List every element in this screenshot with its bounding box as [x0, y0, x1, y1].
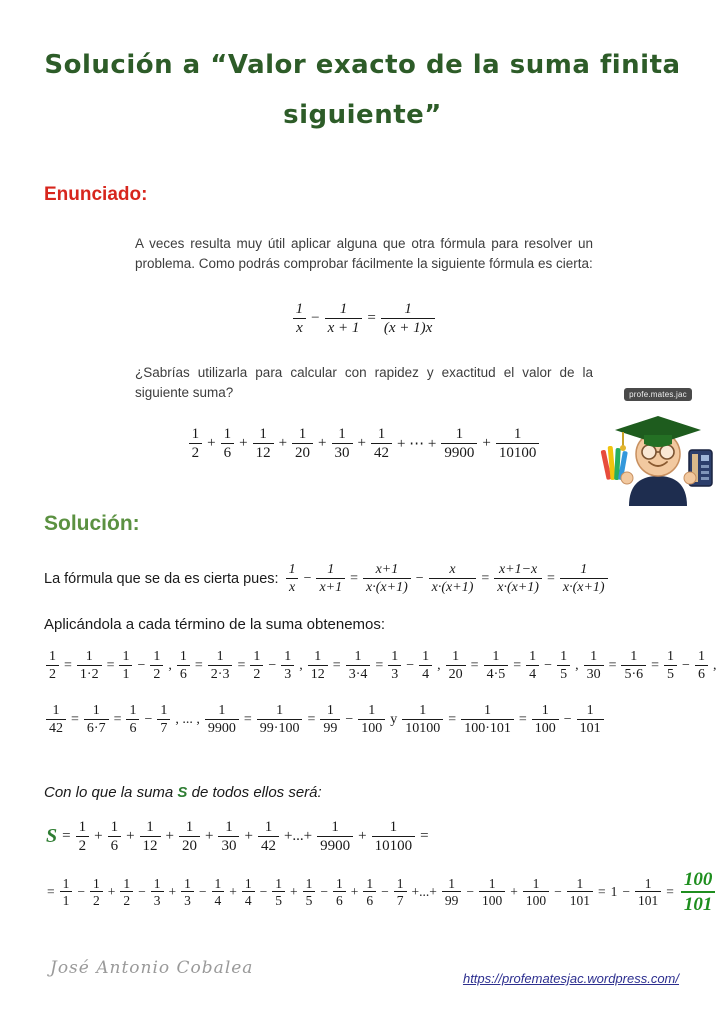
shirt-shape	[629, 476, 687, 506]
solucion-heading: Solución:	[44, 512, 140, 535]
expansion-line-1: $\frac{1}{2}$ = $\frac{1}{1\cdot 2}$ = $\frac{1}{1}$ − $\frac{1}{2}$ , $\frac{1}{6}$ = $\frac{1}{2\cdot 3}$ = $\frac{1}{2}$ − $\frac{1}{3}$ , $\frac{1}{12}$ = $\frac{1}{3\cdot 4}$ = $\frac{1}{3}$ − $\frac{1}{4}$ , $\frac{1}{20}$ = $\frac{1}{4\cdot 5}$ = $\frac{1}{4}$ − $\frac{1}{5}$ , $\frac{1}{30}$ = $\frac{1}{5\cdot 6}$ = $\frac{1}{5}$ − $\frac{1}{6}$ ,	[44, 649, 681, 683]
telescoping-result-formula: = $\frac{1}{1}$ − $\frac{1}{2}$ + $\frac{1}{2}$ − $\frac{1}{3}$ + $\frac{1}{3}$ − $\frac{1}{4}$ + $\frac{1}{4}$ − $\frac{1}{5}$ + $\frac{1}{5}$ − $\frac{1}{6}$ + $\frac{1}{6}$ − $\frac{1}{7}$ +...+ $\frac{1}{99}$ − $\frac{1}{100}$ + $\frac{1}{100}$ − $\frac{1}{101}$ = 1 − $\frac{1}{101}$ = $\frac{100}{101}$	[44, 869, 681, 916]
sum-intro-text	[44, 784, 681, 801]
finite-sum-formula: $\frac{1}{2}$ + $\frac{1}{6}$ + $\frac{1}{12}$ + $\frac{1}{20}$ + $\frac{1}{30}$ + $\frac{1}{42}$ + ⋯ + $\frac{1}{9900}$ + $\frac{1}{10100}$	[135, 426, 593, 463]
teacher-avatar	[597, 384, 719, 515]
apply-text: Aplicándola a cada término de la suma obtenemos:	[44, 616, 386, 634]
proof-formula: $\frac{1}{x}$ − $\frac{1}{x+1}$ = $\frac{x+1}{x\cdot(x+1)}$ − $\frac{x}{x\cdot(x+1)}$ = $\frac{x+1-x}{x\cdot(x+1)}$ = $\frac{1}{x\cdot(x+1)}$	[284, 562, 610, 596]
proof-line	[44, 562, 681, 596]
sum-S-formula: S = $\frac{1}{2}$ + $\frac{1}{6}$ + $\frac{1}{12}$ + $\frac{1}{20}$ + $\frac{1}{30}$ + $\frac{1}{42}$ +...+ $\frac{1}{9900}$ + $\frac{1}{10100}$ =	[46, 818, 429, 854]
proof-intro-text: La fórmula que se da es cierta pues:	[44, 571, 279, 588]
page-title	[44, 0, 681, 140]
page-title-line1: Solución a “Valor exacto de la suma finita	[44, 50, 681, 80]
sum-intro-post: de todos ellos será:	[187, 783, 322, 801]
expansion-line-2: $\frac{1}{42}$ = $\frac{1}{6\cdot 7}$ = $\frac{1}{6}$ − $\frac{1}{7}$ , ... , $\frac{1}{9900}$ = $\frac{1}{99\cdot 100}$ = $\frac{1}{99}$ − $\frac{1}{100}$ y $\frac{1}{10100}$ = $\frac{1}{100\cdot 101}$ = $\frac{1}{100}$ − $\frac{1}{101}$	[44, 703, 681, 737]
graduation-cap-icon	[615, 416, 701, 451]
website-link[interactable]: https://profematesjac.wordpress.com/	[462, 971, 679, 986]
enunciado-paragraph-1: A veces resulta muy útil aplicar alguna que otra fórmula para resolver un problema. Como podrás comprobar fácilmente la siguiente fórmula es cierta:	[135, 236, 593, 272]
page-title-line2: siguiente”	[283, 100, 442, 130]
enunciado-paragraph-2: ¿Sabrías utilizarla para calcular con rapidez y exactitud el valor de la siguiente suma?	[135, 365, 593, 401]
avatar-watermark-label: profe.mates.jac	[624, 388, 692, 401]
teacher-cartoon-icon	[597, 402, 719, 510]
identity-formula: $\frac{1}{x}$ − $\frac{1}{x + 1}$ = $\frac{1}{(x + 1)x}$	[135, 301, 593, 338]
sum-intro-S: S	[177, 783, 188, 801]
author-signature: José Antonio Cobalea	[50, 958, 254, 978]
enunciado-heading: Enunciado:	[44, 184, 148, 205]
sum-intro-pre: Con lo que la suma	[44, 783, 178, 801]
